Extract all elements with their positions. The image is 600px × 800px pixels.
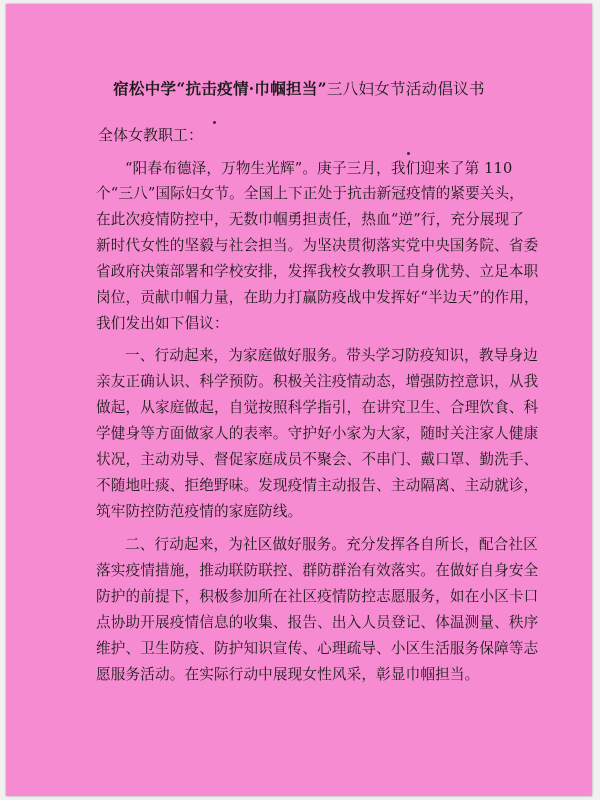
paragraph-line: 不随地吐痰、拒绝野味。发现疫情主动报告、主动隔离、主动就诊， [96,477,539,494]
paragraph-line: 新时代女性的坚毅与社会担当。为坚决贯彻落实党中央国务院、省委 [96,237,539,254]
paragraph-line: 省政府决策部署和学校安排，发挥我校女教职工自身优势、立足本职 [96,263,539,280]
salutation: 全体女教职工： [98,126,204,144]
paragraph-line: 维护、卫生防疫、防护知识宣传、心理疏导、小区生活服务保障等志 [96,640,539,657]
paragraph-line: 岗位，贡献巾帼力量，在助力打赢防疫战中发挥好“半边天”的作用， [96,289,539,306]
paragraph-line: 做起，从家庭做起，自觉按照科学指引，在讲究卫生、合理饮食、科 [96,399,539,416]
speck-mark-1 [213,121,216,124]
paragraph-line: 筑牢防控防范疫情的家庭防线。 [96,503,303,520]
paragraph-line: 学健身等方面做家人的表率。守护好小家为大家，随时关注家人健康 [96,425,539,442]
paragraph-line: 二、行动起来，为社区做好服务。充分发挥各自所长，配合社区 [125,536,538,553]
paragraph-line: 一、行动起来，为家庭做好服务。带头学习防疫知识，教导身边 [125,347,538,364]
document-title [6,77,592,99]
paragraph-line: 愿服务活动。在实际行动中展现女性风采，彰显巾帼担当。 [96,666,480,683]
paragraph-line: 防护的前提下，积极参加所在社区疫情防控志愿服务，如在小区卡口 [96,588,539,605]
speck-mark-2 [407,152,410,155]
paragraph-line: 亲友正确认识、科学预防。积极关注疫情动态，增强防控意识，从我 [96,373,539,390]
paragraph-line: 在此次疫情防控中，无数巾帼勇担责任，热血“逆”行，充分展现了 [96,211,525,228]
paragraph-line: 我们发出如下倡议： [96,315,229,332]
paragraph-line: 落实疫情措施，推动联防联控、群防群治有效落实。在做好自身安全 [96,562,539,579]
title-bold-part: 宿松中学“抗击疫情·巾帼担当” [113,79,327,98]
paragraph-line: 个“三八”国际妇女节。全国上下正处于抗击新冠疫情的紧要关头， [96,185,525,202]
title-regular-part: 三八妇女节活动倡议书 [326,80,485,98]
paragraph-line: 点协助开展疫情信息的收集、报告、出入人员登记、体温测量、秩序 [96,614,539,631]
paragraph-line: “阳春布德泽，万物生光辉”。庚子三月，我们迎来了第 110 [125,160,513,177]
document-page [6,4,592,796]
paragraph-line: 状况，主动劝导、督促家庭成员不聚会、不串门、戴口罩、勤洗手、 [96,451,539,468]
